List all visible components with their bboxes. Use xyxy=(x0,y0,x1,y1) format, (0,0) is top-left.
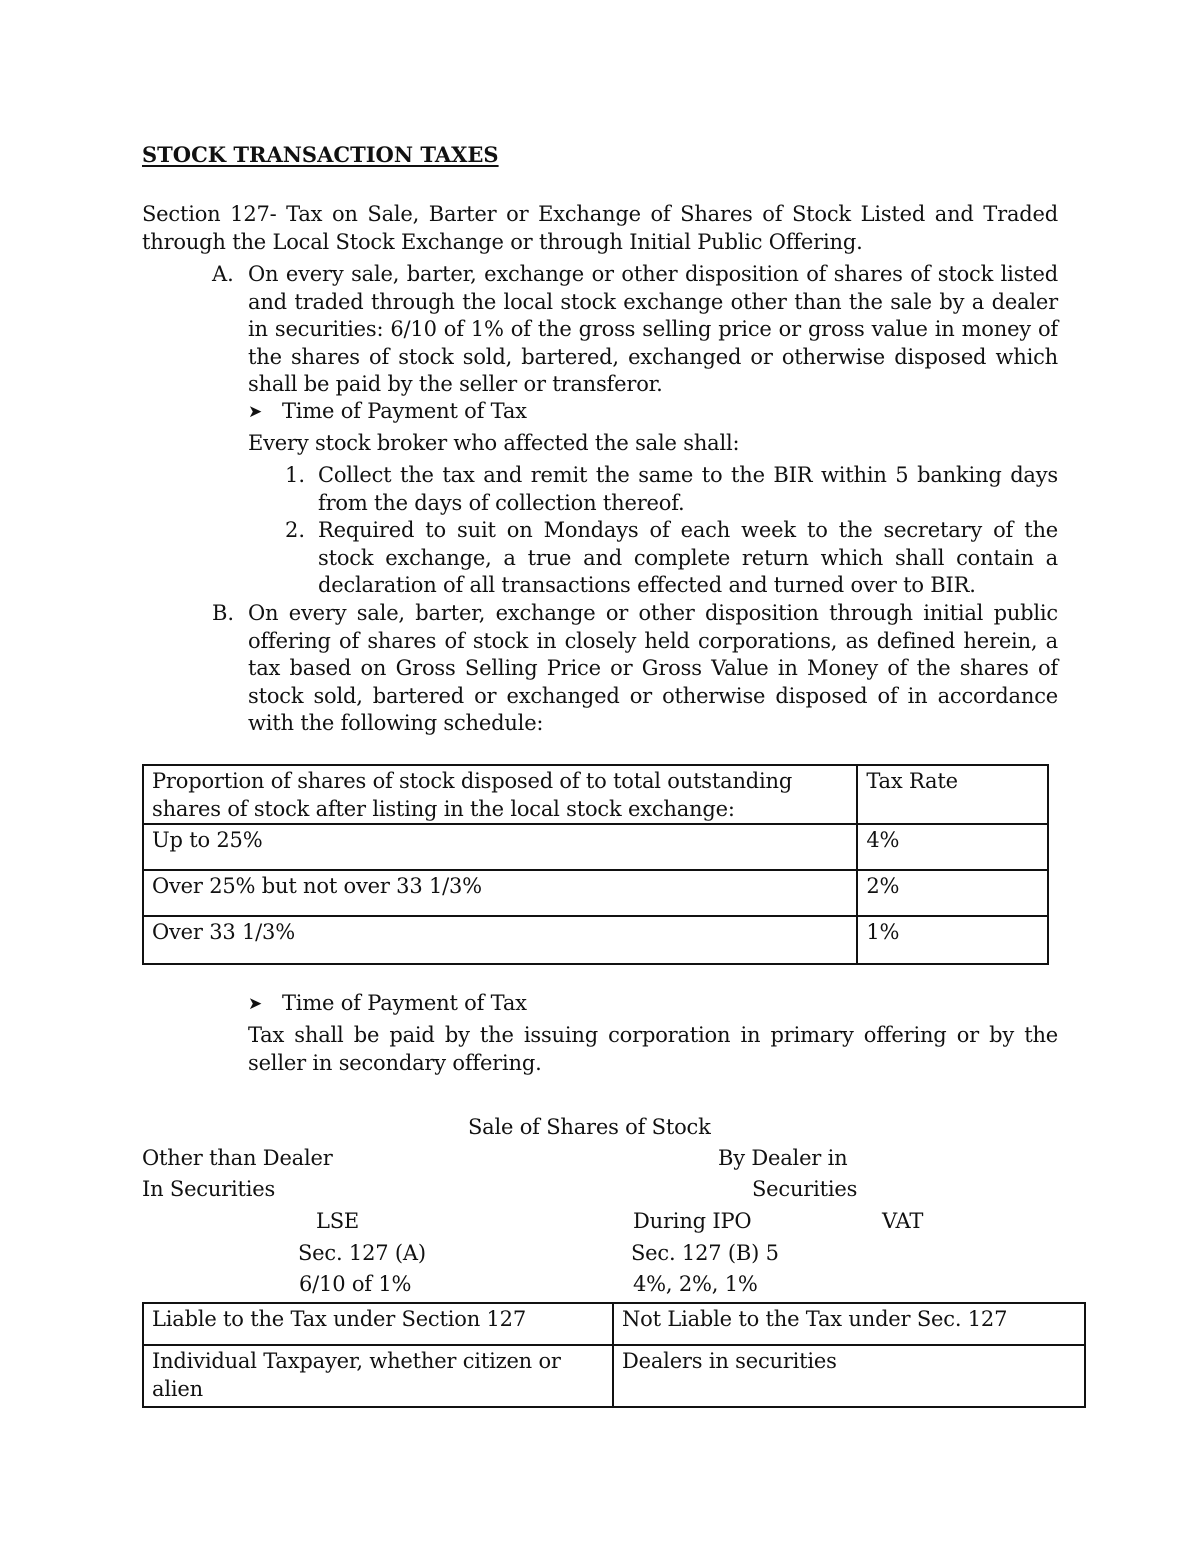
item-b-marker: B. xyxy=(212,601,235,625)
liable-cell: Individual Taxpayer, whether citizen or alien xyxy=(143,1345,613,1407)
liability-table xyxy=(142,1302,1086,1408)
step-2-text: Required to suit on Mondays of each week to the secretary of the stock exchange, a true and complete return which shall contain a declaration of all transactions effected and turned over to BIR. xyxy=(318,518,1058,597)
summary-left-label-1: Other than Dealer xyxy=(142,1146,333,1170)
table-header-row xyxy=(143,765,1048,824)
lse-rate: 6/10 of 1% xyxy=(299,1272,412,1296)
tax-rate-table xyxy=(142,764,1049,965)
not-liable-header: Not Liable to the Tax under Sec. 127 xyxy=(613,1303,1085,1345)
ipo-rate: 4%, 2%, 1% xyxy=(633,1272,758,1296)
rate-cell: 1% xyxy=(857,916,1048,964)
proportion-header: Proportion of shares of stock disposed of to total outstanding shares of stock after listing in the local stock exchange: xyxy=(143,765,857,824)
summary-title: Sale of Shares of Stock xyxy=(468,1115,711,1139)
table-row xyxy=(143,916,1048,964)
payment-intro-a: Every stock broker who affected the sale shall: xyxy=(248,431,740,455)
arrowhead-bullet-icon: ➤ xyxy=(248,994,263,1014)
table-row xyxy=(143,1345,1085,1407)
vat-label: VAT xyxy=(882,1209,924,1233)
summary-right-label-2: Securities xyxy=(752,1177,858,1201)
not-liable-cell: Dealers in securities xyxy=(613,1345,1085,1407)
ipo-section: Sec. 127 (B) 5 xyxy=(631,1241,779,1265)
proportion-cell: Over 25% but not over 33 1/3% xyxy=(143,870,857,916)
payment-heading-a: Time of Payment of Tax xyxy=(282,399,527,423)
tax-rate-header: Tax Rate xyxy=(857,765,1048,824)
proportion-cell: Over 33 1/3% xyxy=(143,916,857,964)
table-row xyxy=(143,870,1048,916)
liable-header: Liable to the Tax under Section 127 xyxy=(143,1303,613,1345)
lse-label: LSE xyxy=(316,1209,360,1233)
item-b-text: On every sale, barter, exchange or other disposition through initial public offering of shares of stock in closely held corporations, as defined herein, a tax based on Gross Selling Price or Gross Value in Money of the shares of stock sold, bartered or exchanged or otherwise disposed of in accordance with the following schedule: xyxy=(248,601,1058,735)
table-header-row xyxy=(143,1303,1085,1345)
table-row xyxy=(143,824,1048,870)
ipo-label: During IPO xyxy=(633,1209,752,1233)
page-title: STOCK TRANSACTION TAXES xyxy=(142,142,499,167)
step-2-marker: 2. xyxy=(285,518,306,542)
section-heading: Section 127- Tax on Sale, Barter or Exchange of Shares of Stock Listed and Traded through the Local Stock Exchange or through Initial Public Offering. xyxy=(142,202,1058,254)
summary-right-label-1: By Dealer in xyxy=(718,1146,848,1170)
item-a-marker: A. xyxy=(212,262,234,286)
rate-cell: 4% xyxy=(857,824,1048,870)
lse-section: Sec. 127 (A) xyxy=(298,1241,426,1265)
step-1-text: Collect the tax and remit the same to the BIR within 5 banking days from the days of collection thereof. xyxy=(318,463,1058,515)
rate-cell: 2% xyxy=(857,870,1048,916)
payment-heading-b: Time of Payment of Tax xyxy=(282,991,527,1015)
item-a-text: On every sale, barter, exchange or other disposition of shares of stock listed and traded through the local stock exchange other than the sale by a dealer in securities: 6/10 of 1% of the gross selling price or gross value in money of the shares of stock sold, bartered, exchanged or otherwise disposed which shall be paid by the seller or transferor. xyxy=(248,262,1058,396)
step-1-marker: 1. xyxy=(285,463,306,487)
proportion-cell: Up to 25% xyxy=(143,824,857,870)
summary-left-label-2: In Securities xyxy=(142,1177,276,1201)
arrowhead-bullet-icon: ➤ xyxy=(248,402,263,422)
payment-text-b: Tax shall be paid by the issuing corporation in primary offering or by the seller in secondary offering. xyxy=(248,1023,1058,1075)
